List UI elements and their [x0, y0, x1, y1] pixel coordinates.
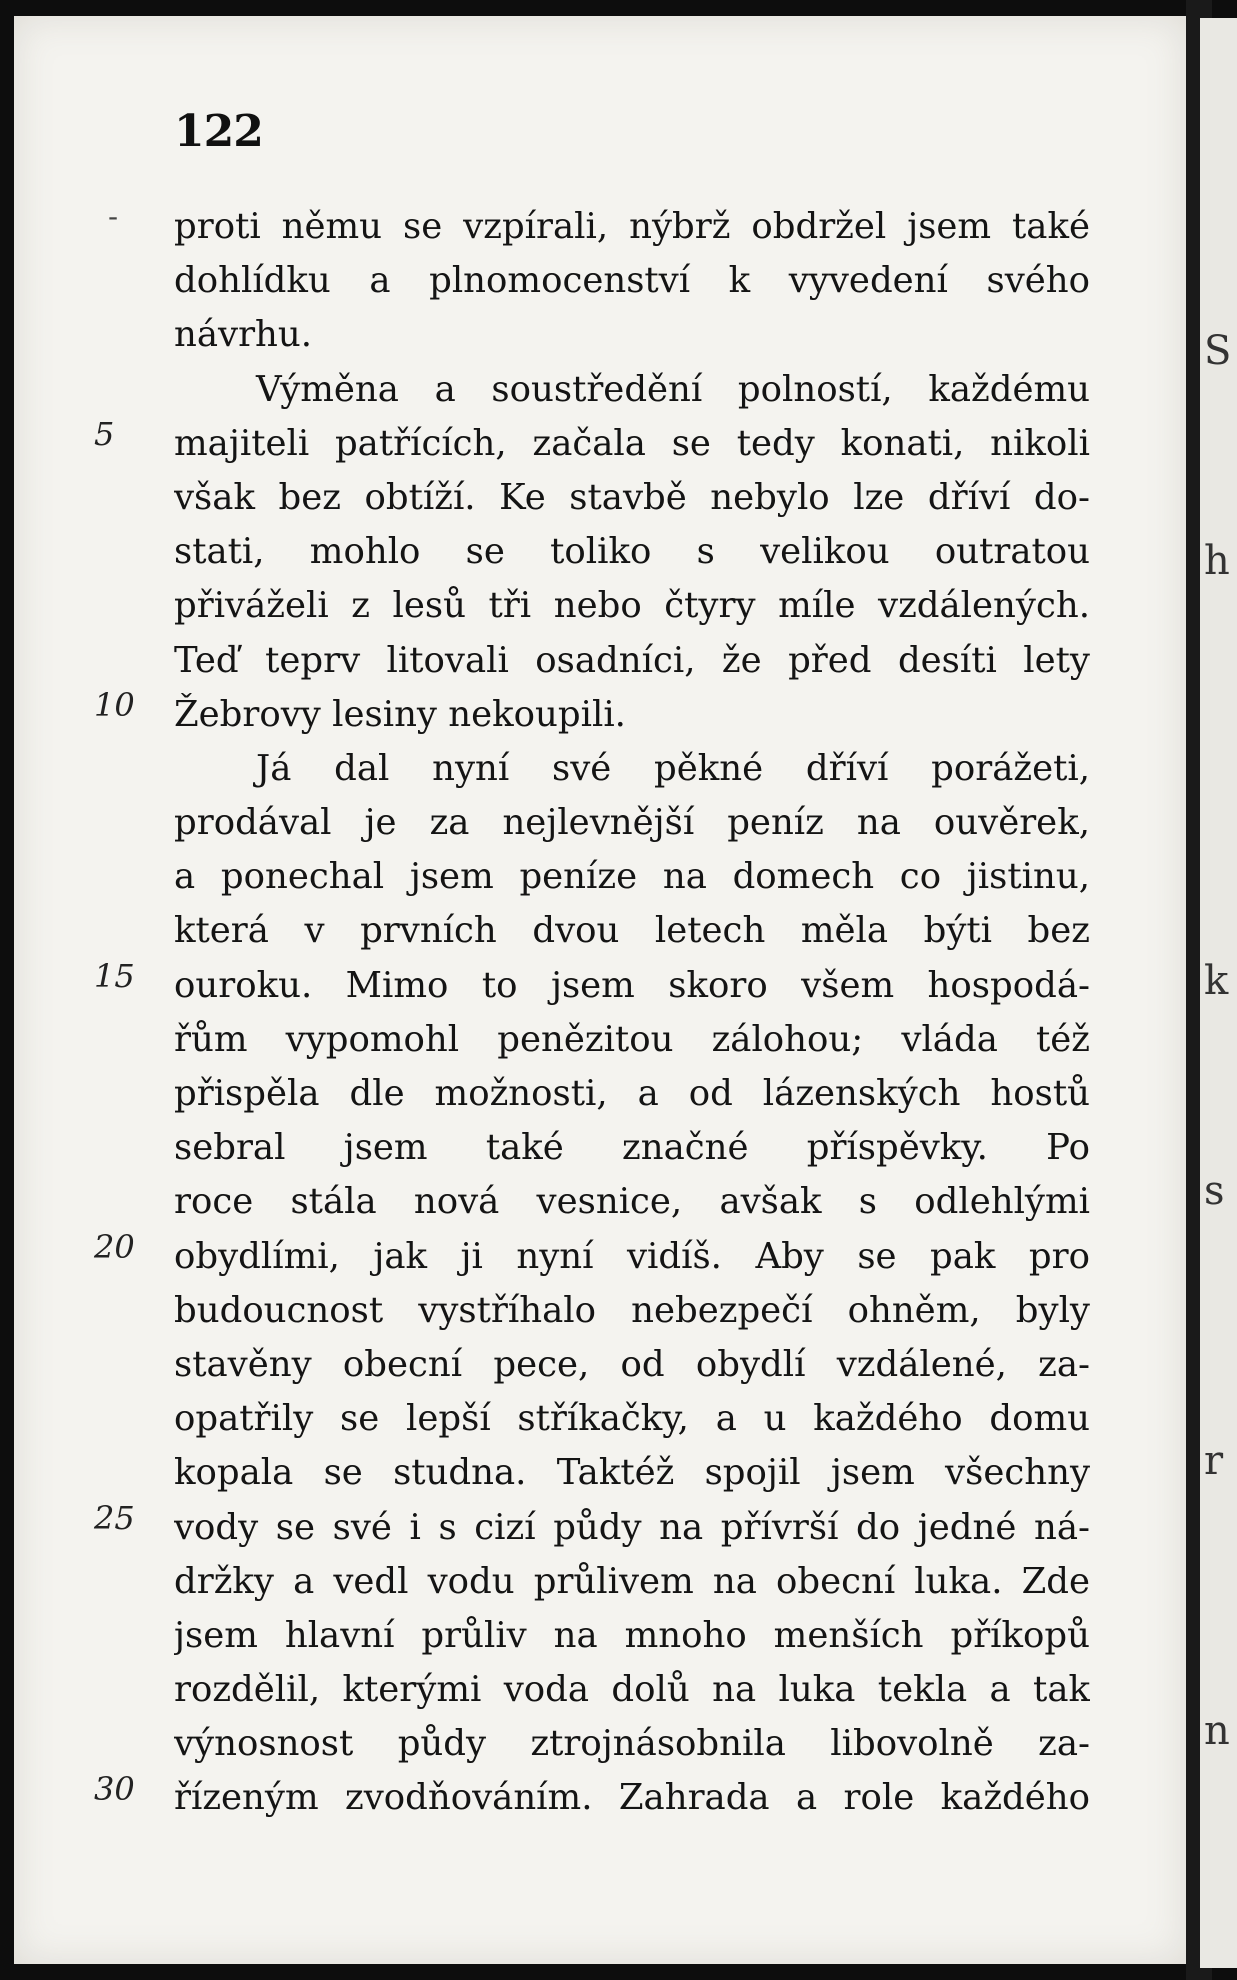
text-line: prodával je za nejlevnější peníz na ouvěrek, [174, 802, 1090, 844]
text-line: Žebrovy lesiny nekoupili. [174, 693, 626, 735]
text-line: která v prvních dvou letech měla býti bez [174, 910, 1090, 952]
text-line: držky a vedl vodu průlivem na obecní luka. Zde [174, 1560, 1090, 1602]
text-line: obydlími, jak ji nyní vidíš. Aby se pak pro [174, 1235, 1090, 1277]
text-line: ouroku. Mimo to jsem skoro všem hospodá- [174, 964, 1090, 1006]
text-line: sebral jsem také značné příspěvky. Po [174, 1127, 1090, 1169]
text-line: rozdělil, kterými voda dolů na luka tekla a tak [174, 1669, 1090, 1711]
text-line: přispěla dle možnosti, a od lázenských hostů [174, 1073, 1090, 1114]
text-line: Výměna a soustředění polností, každému [256, 368, 1090, 410]
text-line: kopala se studna. Taktéž spojil jsem všechny [174, 1452, 1090, 1494]
text-line: stavěny obecní pece, od obydlí vzdálené, za- [174, 1343, 1090, 1385]
adjacent-page-edge [1200, 18, 1237, 1968]
text-line: řům vypomohl penězitou zálohou; vláda též [174, 1018, 1090, 1060]
text-line: opatřily se lepší stříkačky, a u každého domu [174, 1398, 1090, 1440]
line-number-mark: 20 [94, 1228, 135, 1266]
margin-dash-mark: - [108, 200, 119, 233]
text-line: stati, mohlo se toliko s velikou outratou [174, 531, 1090, 573]
text-line: přiváželi z lesů tři nebo čtyry míle vzdálených. [174, 585, 1090, 627]
text-line: výnosnost půdy ztrojnásobnila libovolně za- [174, 1723, 1090, 1765]
edge-letter: h [1204, 538, 1230, 584]
text-line: dohlídku a plnomocenství k vyvedení svého [174, 260, 1090, 302]
body-text [174, 200, 1090, 1826]
edge-letter: n [1204, 1708, 1230, 1754]
line-number-mark: 25 [94, 1499, 135, 1537]
text-line: majiteli patřících, začala se tedy konati, nikoli [174, 422, 1090, 464]
text-line: a ponechal jsem peníze na domech co jistinu, [174, 856, 1090, 898]
edge-letter: k [1204, 958, 1229, 1004]
text-line: roce stála nová vesnice, avšak s odlehlými [174, 1181, 1090, 1223]
text-line: vody se své i s cizí půdy na přívrší do jedné ná- [174, 1506, 1090, 1548]
edge-letter: S [1204, 328, 1232, 374]
text-line: návrhu. [174, 314, 313, 356]
edge-letter: s [1204, 1168, 1225, 1214]
text-line: Já dal nyní své pěkné dříví porážeti, [256, 747, 1090, 789]
line-number-mark: 30 [94, 1770, 135, 1808]
text-line: jsem hlavní průliv na mnoho menších příkopů [174, 1614, 1090, 1656]
line-number-mark: 10 [94, 686, 135, 724]
text-line: proti němu se vzpírali, nýbrž obdržel jsem také [174, 206, 1090, 247]
text-line: řízeným zvodňováním. Zahrada a role každého [174, 1777, 1090, 1819]
text-line: budoucnost vystříhalo nebezpečí ohněm, byly [174, 1289, 1090, 1331]
line-number-mark: 5 [94, 415, 115, 453]
text-line: Teď teprv litovali osadníci, že před desíti lety [174, 639, 1090, 681]
page-number: 122 [174, 106, 263, 157]
line-number-mark: 15 [94, 957, 135, 995]
edge-letter: r [1204, 1438, 1224, 1484]
text-line: však bez obtíží. Ke stavbě nebylo lze dříví do- [174, 476, 1090, 518]
